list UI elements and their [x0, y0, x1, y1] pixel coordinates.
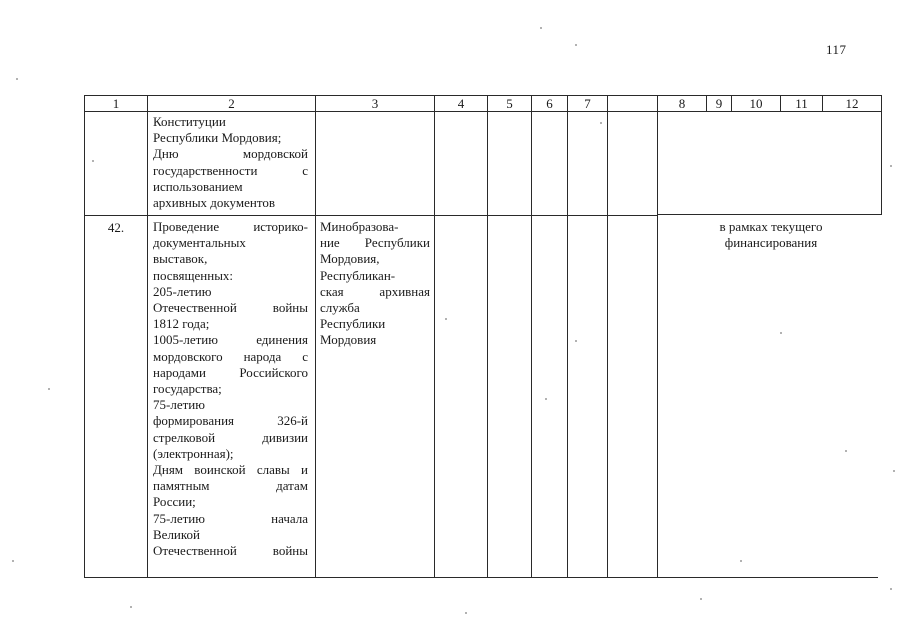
text-line: посвященных: — [153, 267, 234, 283]
text-line: 1005-летию единения — [153, 332, 308, 348]
text-line: Минобразова- — [320, 219, 399, 234]
text-line: служба — [320, 300, 360, 316]
text-line: стрелковой дивизии — [153, 429, 308, 445]
scan-speck — [575, 340, 577, 342]
text-line: Мордовия — [320, 332, 377, 348]
text-line: 75-летию — [153, 397, 205, 413]
header-col-8: 8 — [678, 96, 686, 111]
text-line: 205-летию — [153, 283, 212, 299]
text-line: ние Республики — [320, 235, 430, 251]
text-line: архивных документов — [153, 195, 275, 211]
text-line: Республики — [320, 316, 386, 332]
scan-speck — [92, 160, 94, 162]
text-line: мордовского народа с — [153, 348, 308, 364]
header-col-12: 12 — [845, 96, 859, 111]
scan-speck — [12, 560, 14, 562]
text-line: формирования 326-й — [153, 413, 308, 429]
text-line: Республикан- — [320, 267, 396, 283]
scan-speck — [893, 470, 895, 472]
header-col-9: 9 — [715, 96, 723, 111]
text-line: Великой — [153, 526, 200, 542]
text-line: финансирования — [724, 235, 818, 250]
header-col-3: 3 — [371, 96, 379, 111]
row-number: 42. — [107, 220, 125, 235]
row42-funding — [660, 219, 882, 251]
header-col-6: 6 — [546, 96, 553, 111]
text-line: в рамках текущего — [719, 219, 823, 234]
header-col-7: 7 — [584, 96, 591, 111]
scan-speck — [780, 332, 782, 334]
text-line: (электронная); — [153, 445, 234, 461]
scan-speck — [130, 606, 132, 608]
scan-speck — [700, 598, 702, 600]
scan-speck — [445, 318, 447, 320]
scan-speck — [16, 78, 18, 80]
text-line: России; — [153, 494, 196, 510]
text-line: 75-летию начала — [153, 510, 308, 526]
text-line: народами Российского — [153, 364, 308, 380]
row42-responsible — [320, 219, 430, 349]
row42-description — [153, 219, 308, 559]
header-col-4: 4 — [457, 96, 465, 111]
header-col-11: 11 — [795, 96, 808, 111]
text-line: государства; — [153, 381, 222, 397]
header-col-5: 5 — [506, 96, 513, 111]
scan-speck — [545, 398, 547, 400]
text-line: памятным датам — [153, 478, 308, 494]
text-line: Мордовия, — [320, 251, 380, 267]
scan-speck — [890, 165, 892, 167]
scan-speck — [575, 44, 577, 46]
text-line: использованием — [153, 178, 243, 194]
text-line: ская архивная — [320, 283, 430, 299]
scan-speck — [48, 388, 50, 390]
text-line: Отечественной войны — [153, 543, 308, 559]
text-line: выставок, — [153, 251, 208, 267]
text-line: 1812 года; — [153, 316, 210, 332]
scan-speck — [845, 450, 847, 452]
scan-speck — [540, 27, 542, 29]
header-col-10: 10 — [749, 96, 763, 111]
text-line: документальных — [153, 235, 246, 251]
text-line: Конституции — [153, 114, 226, 129]
text-line: Дням воинской славы и — [153, 462, 308, 478]
text-line: Отечественной войны — [153, 300, 308, 316]
header-col-blank — [608, 96, 657, 112]
scan-speck — [890, 588, 892, 590]
header-col-2: 2 — [228, 96, 235, 111]
page-number: 117 — [826, 42, 847, 57]
scan-speck — [465, 612, 467, 614]
text-line: Дню мордовской — [153, 146, 308, 162]
text-line: Проведение историко- — [153, 219, 308, 234]
continued-row-description — [153, 114, 308, 211]
header-col-1: 1 — [112, 96, 120, 111]
scan-speck — [600, 122, 602, 124]
text-line: государственности с — [153, 162, 308, 178]
scan-speck — [740, 560, 742, 562]
text-line: Республики Мордовия; — [153, 130, 282, 146]
